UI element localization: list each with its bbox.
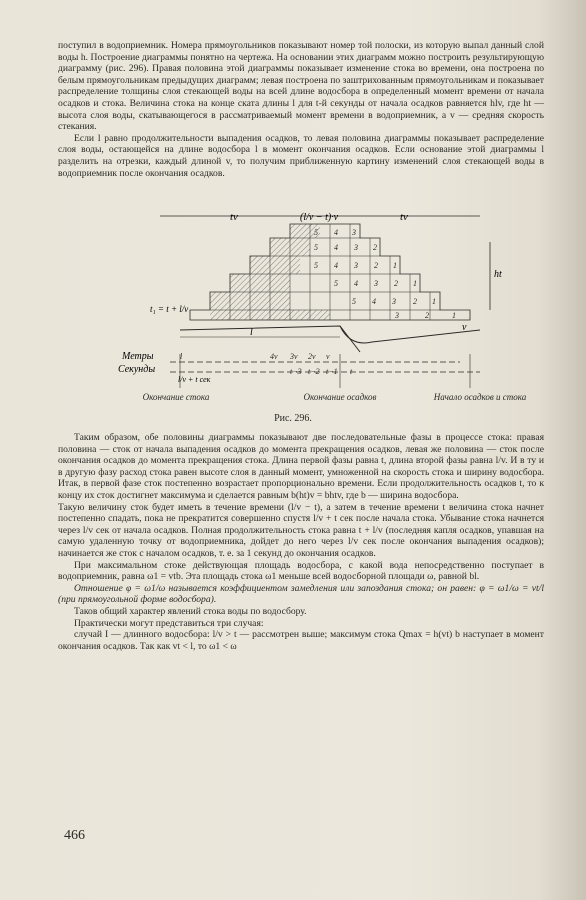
- ground-slope: [180, 326, 360, 352]
- svg-text:1: 1: [452, 311, 456, 320]
- svg-text:3v: 3v: [290, 352, 298, 361]
- label-end-runoff: Окончание стока: [142, 392, 210, 402]
- svg-text:1: 1: [432, 297, 436, 306]
- figure-caption: Рис. 296.: [274, 413, 312, 424]
- svg-text:5: 5: [314, 261, 318, 270]
- label-start: Начало осадков и стока: [433, 392, 527, 402]
- paragraph-8: Практически могут представиться три случая:: [74, 617, 264, 629]
- paragraph-7: Таков общий характер явлений стока воды по водосбору.: [74, 605, 307, 617]
- label-tv-right: tv: [400, 211, 408, 223]
- label-ht: ht: [494, 269, 502, 280]
- axis-tick-labels: [180, 352, 353, 376]
- svg-text:4: 4: [354, 279, 358, 288]
- svg-text:4: 4: [334, 261, 338, 270]
- label-tv-left: tv: [230, 211, 238, 223]
- row-label-meters: Метры: [122, 351, 154, 362]
- svg-text:2v: 2v: [308, 352, 316, 361]
- svg-text:3: 3: [354, 261, 358, 270]
- page-number: 466: [64, 828, 85, 843]
- svg-text:2: 2: [394, 279, 398, 288]
- svg-text:2: 2: [425, 311, 429, 320]
- svg-text:2: 2: [374, 261, 378, 270]
- paragraph-9: случай I — длинного водосбора: l/v > t — рассмотрен выше; максимум стока Qmax = h(vt) b наступает в момент окончания осадков. Так как vt < l, то ω1 < ω: [58, 629, 544, 652]
- riverbed: [340, 326, 480, 343]
- paragraph-4: Такую величину сток будет иметь в течение времени (l/v − t), а затем в течение времени t величина стока начнет постепенно спадать, пока не прекратится совершенно спустя l/v + t сек после начала стока. Убывание стока начнется через l/v сек от начала осадков. Полная продолжительность стока равна t + l/v (последняя капля осадков, упавшая на самую удаленную точку от водоприемника, дойдет до него через l/v сек после окончания выпадения осадков); начинается же сток с началом осадков, т. е. за 1 секунд до окончания осадков.: [58, 501, 544, 559]
- label-l: l: [250, 327, 253, 338]
- row-label-seconds: Секунды: [118, 364, 156, 375]
- paragraph-6: Отношение φ = ω1/ω называется коэффициентом замедления или запоздания стока; он равен: φ = ω1/ω = vt/l (при прямоугольной форме водосбора).: [58, 582, 544, 606]
- svg-text:5: 5: [314, 228, 318, 237]
- svg-text:l: l: [180, 352, 183, 361]
- svg-text:1: 1: [393, 261, 397, 270]
- svg-text:4v: 4v: [270, 352, 278, 361]
- svg-text:v: v: [326, 352, 330, 361]
- svg-text:1: 1: [413, 279, 417, 288]
- svg-text:2: 2: [413, 297, 417, 306]
- svg-text:t−3: t−3: [290, 367, 302, 376]
- paragraph-block-top: [58, 40, 544, 179]
- svg-text:5: 5: [334, 279, 338, 288]
- svg-text:t−2: t−2: [308, 367, 320, 376]
- paragraph-block-bottom: [58, 432, 544, 652]
- label-t1-eq: t₁ = t + l/v: [150, 304, 189, 314]
- svg-text:3: 3: [354, 243, 358, 252]
- svg-text:2: 2: [373, 243, 377, 252]
- paragraph-3: Таким образом, обе половины диаграммы показывают две последовательные фазы в процессе стока: правая половина — сток от начала выпадения осадков до момента прекращения осадков, левая же половина — сток после окончания осадков до момента прекращения стока. Длина первой фазы равна t, длина второй фазы равна l/v. И в ту и в другую фазу расход стока равен высоте слоя в данный момент, умноженной на скорость стока и ширину водосбора. Итак, в первой фазе сток постепенно возрастает пропорционально времени. Если продолжительность осадков t, то к концу их сток достигнет максимума и сделается равным b(ht)v = bhtv, где b — ширина водосбора.: [58, 432, 544, 501]
- svg-text:4: 4: [334, 243, 338, 252]
- label-sec: l/v + t сек: [178, 375, 211, 384]
- label-end-precip: Окончание осадков: [303, 392, 377, 402]
- label-v: v: [462, 322, 467, 333]
- svg-text:5: 5: [352, 297, 356, 306]
- svg-text:5: 5: [314, 243, 318, 252]
- paragraph-2: Если l равно продолжительности выпадения осадков, то левая половина диаграммы показывает распределение слоя воды, остающейся на длине водосбора l в момент окончания осадков. Если основание этой диаграммы l разделить на отрезки, каждый длиной v, то получим приближенную картину изменений слоя стекающей воды в водоприемник после окончания осадков.: [58, 132, 544, 179]
- svg-text:4: 4: [334, 228, 338, 237]
- svg-text:3: 3: [374, 279, 378, 288]
- svg-text:3: 3: [352, 228, 356, 237]
- svg-text:4: 4: [372, 297, 376, 306]
- figure-296: [0, 202, 586, 412]
- paragraph-5: При максимальном стоке действующая площадь водосбора, с какой вода непосредственно поступает в водоприемник, равна ω1 = vtb. Эта площадь стока ω1 меньше всей водосборной площади ω, равной bl.: [58, 559, 544, 583]
- label-middle: (l/v − t)·v: [300, 212, 339, 223]
- paragraph-1: поступил в водоприемник. Номера прямоугольников показывают номер той полоски, из которую выпал данный слой воды h. Построение диаграммы понятно на чертежа. На основании этих диаграмм можно построить результирующую диаграмму (рис. 296). Правая половина этой диаграммы показывает изменение стока во времени, она построена по белым прямоугольникам предыдущих диаграмм; левая построена по заштрихованным прямоугольникам и показывает распределение толщины слоя стекающей воды на всей длине водосбора в определенный момент времени от начала осадков и стока. Величина стока на конце ската длины l для t-й секунды от начала осадков равняется hlv, где ht — высота слоя воды, скатывающегося в рассматриваемый момент времени в водоприемник, а v — средняя скорость стекания.: [58, 40, 544, 133]
- svg-text:3: 3: [395, 311, 399, 320]
- svg-text:t−1: t−1: [326, 367, 338, 376]
- svg-text:t: t: [350, 367, 353, 376]
- svg-text:3: 3: [392, 297, 396, 306]
